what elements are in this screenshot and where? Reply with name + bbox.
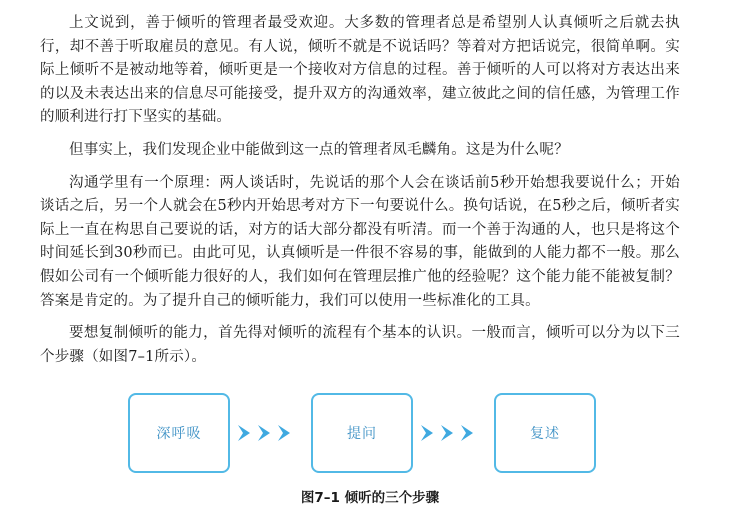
paragraph-1: 上文说到，善于倾听的管理者最受欢迎。大多数的管理者总是希望别人认真倾听之后就去执行，却不善于听取雇员的意见。有人说，倾听不就是不说话吗？等着对方把话说完，很简单啊。实际上倾听不是被动地等着，倾听更是一个接收对方信息的过程。善于倾听的人可以将对方表达出来的以及未表达出来的信息尽可能接受，提升双方的沟通效率，建立彼此之间的信任感，为管理工作的顺利进行打下坚实的基础。 bbox=[40, 15, 680, 126]
chevron-arrows-icon bbox=[238, 423, 302, 443]
step-repeat-box bbox=[494, 393, 596, 473]
article-body bbox=[40, 12, 680, 378]
paragraph-3: 沟通学里有一个原理：两人谈话时，先说话的那个人会在谈话前5秒开始想我要说什么；开始谈话之后，另一个人就会在5秒内开始思考对方下一句要说什么。换句话说，在5秒之后，倾听者实际上一直在构思自己要说的话，对方的话大部分都没有听清。而一个善于沟通的人，也只是将这个时间延长到30秒而已。由此可见，认真倾听是一件很不容易的事，能做到的人能力都不一般。那么假如公司有一个倾听能力很好的人，我们如何在管理层推广他的经验呢？这个能力能不能被复制？答案是肯定的。为了提升自己的倾听能力，我们可以使用一些标准化的工具。 bbox=[40, 174, 680, 309]
step-label: 深呼吸 bbox=[156, 426, 202, 442]
chevron-arrows-icon bbox=[421, 423, 485, 443]
listening-steps-figure bbox=[128, 393, 618, 477]
step-label: 复述 bbox=[530, 426, 560, 442]
paragraph-4: 要想复制倾听的能力，首先得对倾听的流程有个基本的认识。一般而言，倾听可以分为以下三个步骤（如图7–1所示）。 bbox=[40, 325, 680, 365]
step-ask-box bbox=[311, 393, 413, 473]
step-deep-breath-box bbox=[128, 393, 230, 473]
step-label: 提问 bbox=[347, 426, 377, 442]
figure-caption: 图7–1 倾听的三个步骤 bbox=[300, 490, 440, 506]
paragraph-2: 但事实上，我们发现企业中能做到这一点的管理者凤毛麟角。这是为什么呢？ bbox=[69, 141, 569, 158]
